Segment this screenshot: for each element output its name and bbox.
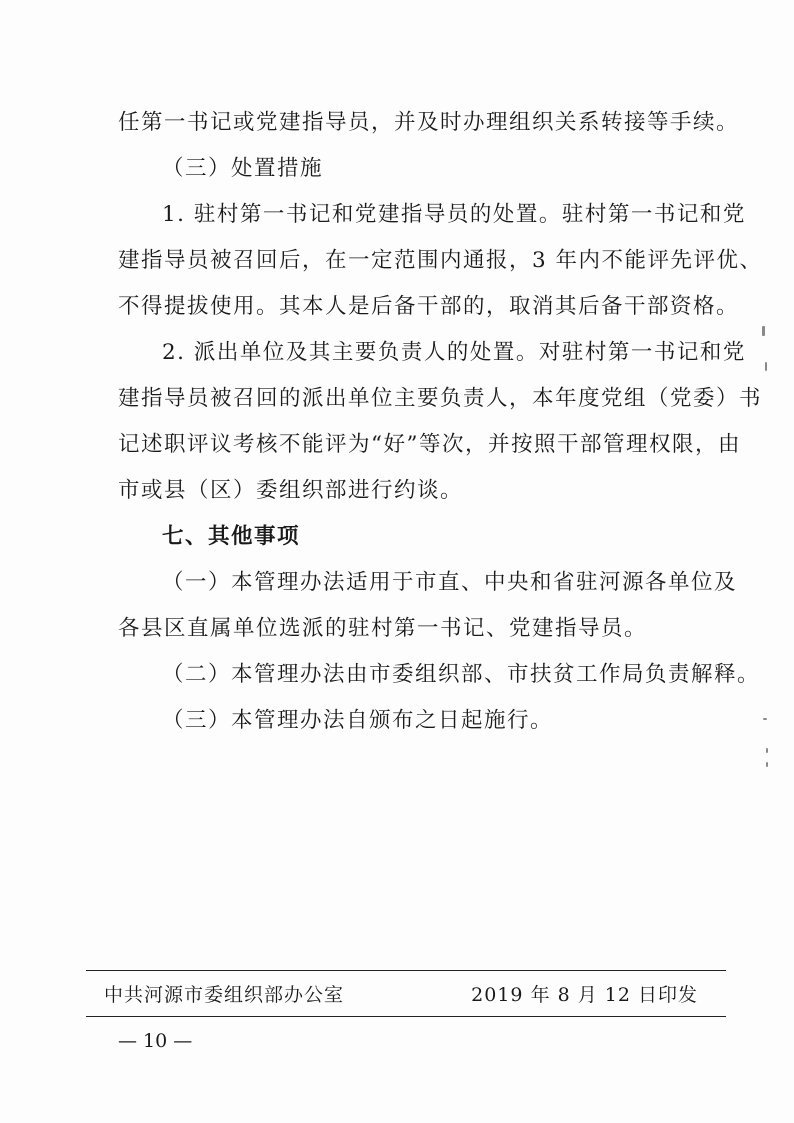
- page-number: — 10 —: [118, 1030, 193, 1052]
- paragraph-line: 各县区直属单位选派的驻村第一书记、党建指导员。: [118, 616, 648, 641]
- paragraph-line: 任第一书记或党建指导员，并及时办理组织关系转接等手续。: [118, 110, 740, 135]
- scan-speck: [766, 762, 768, 767]
- paragraph-line: 2. 派出单位及其主要负责人的处置。对驻村第一书记和党: [162, 340, 746, 365]
- paragraph-line: （三）本管理办法自颁布之日起施行。: [162, 708, 554, 733]
- document-body: [118, 100, 763, 744]
- scan-speck: [763, 718, 767, 720]
- paragraph-line: 市或县（区）委组织部进行约谈。: [118, 478, 464, 503]
- scan-speck: [762, 326, 765, 336]
- paragraph-line: 建指导员被召回后，在一定范围内通报，3 年内不能评先评优、: [118, 248, 763, 273]
- paragraph-line: 1. 驻村第一书记和党建指导员的处置。驻村第一书记和党: [162, 202, 746, 227]
- section-heading: 七、其他事项: [162, 524, 301, 549]
- paragraph-line: （一）本管理办法适用于市直、中央和省驻河源各单位及: [162, 570, 738, 595]
- paragraph-line: 记述职评议考核不能评为“好”等次，并按照干部管理权限，由: [118, 432, 741, 457]
- footer-issue-date: 2019 年 8 月 12 日印发: [471, 984, 698, 1006]
- subsection-heading: （三）处置措施: [162, 156, 324, 181]
- scan-speck: [766, 748, 768, 753]
- scan-speck: [765, 362, 767, 371]
- footer-issuer: 中共河源市委组织部办公室: [104, 984, 345, 1006]
- paragraph-line: 建指导员被召回的派出单位主要负责人，本年度党组（党委）书: [118, 386, 763, 411]
- paragraph-line: 不得提拔使用。其本人是后备干部的，取消其后备干部资格。: [118, 294, 740, 319]
- footer-bottom-rule: [86, 1016, 726, 1017]
- footer-top-rule: [86, 970, 726, 971]
- paragraph-line: （二）本管理办法由市委组织部、市扶贫工作局负责解释。: [162, 662, 761, 687]
